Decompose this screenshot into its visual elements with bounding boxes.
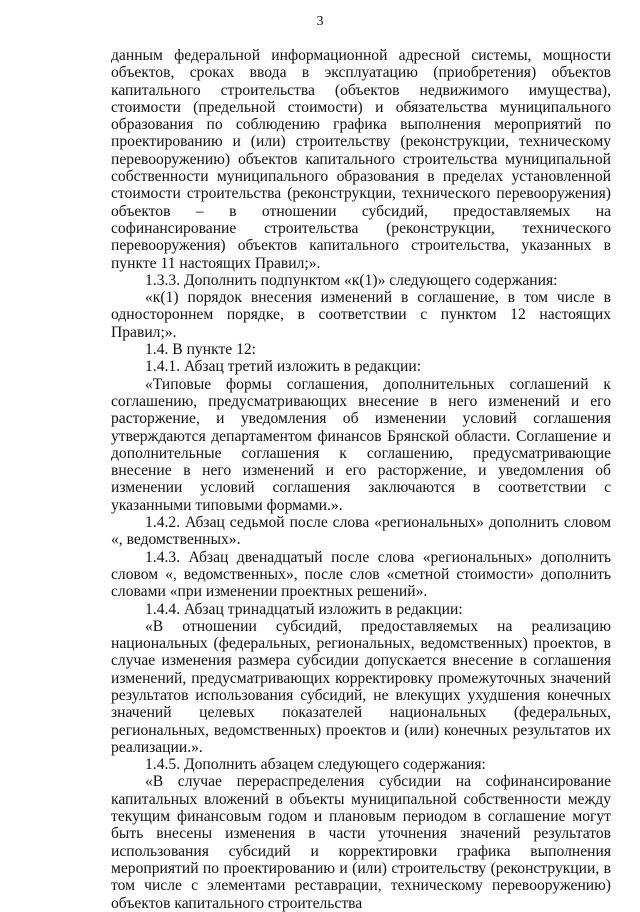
document-body bbox=[111, 47, 611, 912]
paragraph-1-4-5: 1.4.5. Дополнить абзацем следующего содержания: bbox=[145, 756, 486, 774]
paragraph-1-4-1: 1.4.1. Абзац третий изложить в редакции: bbox=[145, 358, 422, 376]
paragraph-national-projects: «В отношении субсидий, предоставляемых на реализацию национальных (федеральных, региональных, ведомственных) проектов, в случае изменения размера субсидии допускается внесение в соглашения изменений, предусматривающих корректировку промежуточных значений результатов использования субсидий, не влекущих ухудшения конечных значений целевых показателей национальных (федеральных, региональных, ведомственных) проектов и (или) конечных результатов их реализации.». bbox=[111, 617, 611, 756]
paragraph-1-4: 1.4. В пункте 12: bbox=[145, 341, 257, 359]
paragraph-typical-forms: «Типовые формы соглашения, дополнительных соглашений к соглашению, предусматривающих внесение в него изменений и его расторжение, и уведомления об изменении условий соглашения утверждаются департаментом финансов Брянской области. Соглашение и дополнительные соглашения к соглашению, предусматривающие внесение в него изменений и его расторжение, и уведомления об изменении условий соглашения заключаются в соответствии с указанными типовыми формами.». bbox=[111, 375, 611, 514]
paragraph-1-4-2: 1.4.2. Абзац седьмой после слова «региональных» дополнить словом «, ведомственных». bbox=[111, 514, 611, 549]
paragraph-1-3-3: 1.3.3. Дополнить подпунктом «к(1)» следующего содержания: bbox=[145, 271, 558, 289]
paragraph-k1-text: «к(1) порядок внесения изменений в соглашение, в том числе в одностороннем порядке, в соответствии с пунктом 12 настоящих Правил;». bbox=[111, 289, 611, 341]
paragraph-continuation: данным федеральной информационной адресной системы, мощности объектов, сроках ввода в эксплуатацию (приобретения) объектов капитального строительства (объектов недвижимого имущества), стоимости (предельной стоимости) и обязательства муниципального образования по соблюдению графика выполнения мероприятий по проектированию и (или) строительству (реконструкции, техническому перевооружению) объектов капитального строительства муниципальной собственности муниципального образования в пределах установленной стоимости строительства (реконструкции, технического перевооружения) объектов – в отношении субсидий, предоставляемых на софинансирование строительства (реконструкции, технического перевооружения) объектов капитального строительства, указанных в пункте 11 настоящих Правил;». bbox=[111, 47, 611, 272]
paragraph-1-4-3: 1.4.3. Абзац двенадцатый после слова «региональных» дополнить словом «, ведомственных», после слов «сметной стоимости» дополнить словами «при изменении проектных решений». bbox=[111, 548, 611, 601]
paragraph-1-4-4: 1.4.4. Абзац тринадцатый изложить в редакции: bbox=[145, 600, 463, 618]
paragraph-redistribution: «В случае перераспределения субсидии на софинансирование капитальных вложений в объекты муниципальной собственности между текущим финансовым годом и плановым периодом в соглашение могут быть внесены изменения в части уточнения значений результатов использования субсидий и корректировки графика выполнения мероприятий по проектированию и (или) строительству (реконструкции, в том числе с элементами реставрации, техническому перевооружению) объектов капитального строительства bbox=[111, 773, 611, 912]
page-number: 3 bbox=[316, 14, 324, 29]
